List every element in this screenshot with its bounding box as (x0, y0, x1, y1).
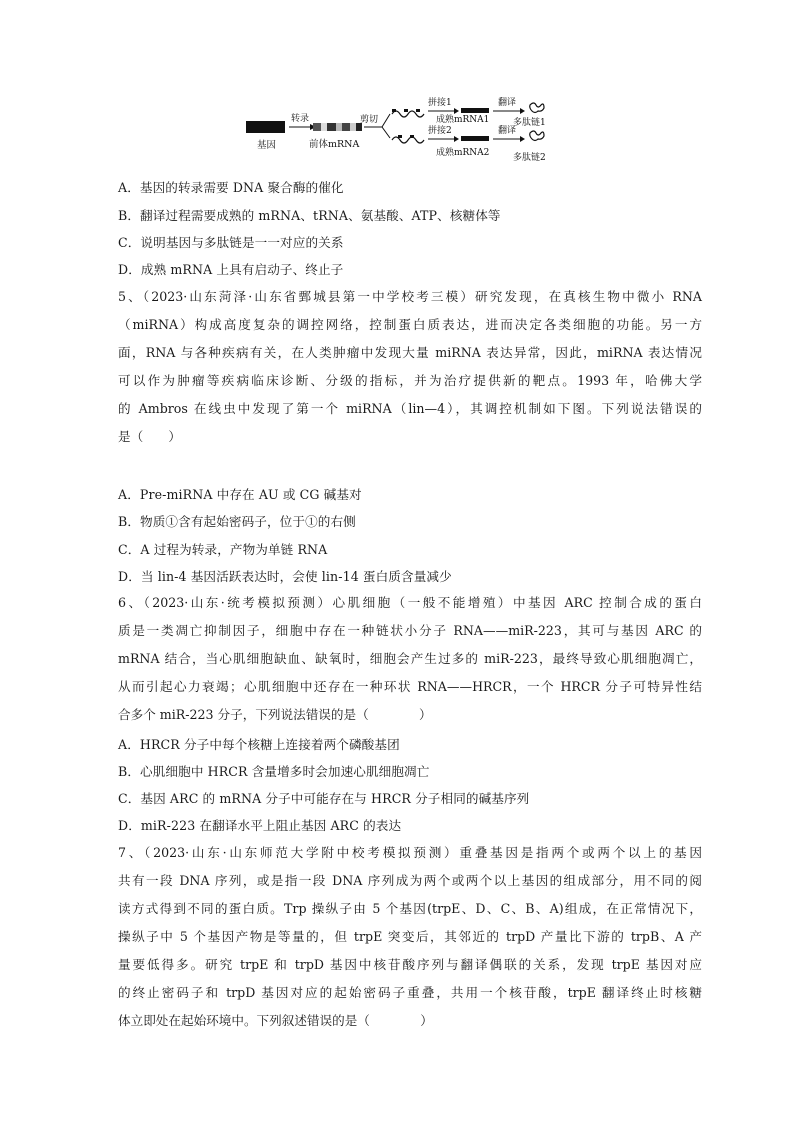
q7-stem-line: 7、（2023·山东·山东师范大学附中校考模拟预测）重叠基因是指两个或两个以上的基因 (118, 845, 702, 860)
q7-stem (118, 839, 702, 1035)
transcription-label: 转录 (291, 114, 310, 124)
q6-stem-line: 质是一类凋亡抑制因子，细胞中存在一种链状小分子 RNA——miR-223，其可与基因 ARC 的 (118, 623, 702, 638)
mature-mrna2-bar (461, 136, 489, 141)
polypeptide1-icon (530, 103, 544, 113)
polypeptide2-label: 多肽链2 (513, 153, 546, 163)
q4-option-a: A．基因的转录需要 DNA 聚合酶的催化 (118, 180, 344, 195)
lower-fragments (392, 137, 424, 143)
q5-option-d: D．当 lin-4 基因活跃表达时，会使 lin-14 蛋白质含量减少 (118, 569, 452, 584)
mature-mrna1-bar (461, 108, 489, 113)
q5-stem-line: 是（ ） (118, 429, 181, 444)
q5-stem-line: 5、（2023·山东菏泽·山东省鄄城县第一中学校考三模）研究发现，在真核生物中微小 RNA (118, 289, 702, 304)
q4-option-c: C．说明基因与多肽链是一一对应的关系 (118, 235, 344, 250)
gene-block (246, 121, 285, 133)
q7-stem-line: 读方式得到不同的蛋白质。Trp 操纵子由 5 个基因(trpE、D、C、B、A)组成，在正常情况下， (118, 901, 702, 916)
q6-option-c: C．基因 ARC 的 mRNA 分子中可能存在与 HRCR 分子相同的碱基序列 (118, 791, 530, 806)
q6-option-b: B．心肌细胞中 HRCR 含量增多时会加速心肌细胞凋亡 (118, 764, 430, 779)
q5-stem-line: 的 Ambros 在线虫中发现了第一个 miRNA（lin—4），其调控机制如下图。下列说法错误的 (118, 401, 702, 416)
mature1-label: 成熟mRNA1 (436, 115, 490, 125)
q7-stem-line: 量要低得多。研究 trpE 和 trpD 基因中核苷酸序列与翻译偶联的关系，发现 trpE 基因对应 (118, 957, 702, 972)
lower-branch (382, 127, 390, 138)
q5-option-c: C．A 过程为转录，产物为单链 RNA (118, 542, 328, 557)
q7-stem-line: 操纵子中 5 个基因产物是等量的，但 trpE 突变后，其邻近的 trpD 产量比下游的 trpB、A 产 (118, 929, 702, 944)
polypeptide1-label: 多肽链1 (513, 118, 546, 128)
q5-option-a: A．Pre-miRNA 中存在 AU 或 CG 碱基对 (118, 487, 362, 502)
q6-stem (118, 589, 702, 729)
splice1-label: 拼接1 (428, 98, 452, 108)
q6-option-a: A．HRCR 分子中每个核糖上连接着两个磷酸基团 (118, 737, 400, 752)
q7-stem-line: 体立即处在起始环境中。下列叙述错误的是（ ） (118, 1013, 433, 1028)
gene-expression-diagram (240, 92, 570, 166)
q6-stem-line: 从而引起心力衰竭；心肌细胞中还存在一种环状 RNA——HRCR，一个 HRCR 分子可特异性结 (118, 679, 702, 694)
q4-option-b: B．翻译过程需要成熟的 mRNA、tRNA、氨基酸、ATP、核糖体等 (118, 208, 501, 223)
mature2-label: 成熟mRNA2 (436, 148, 490, 158)
pre-mrna-bar (313, 123, 362, 131)
translate1-label: 翻译 (498, 98, 517, 108)
q6-stem-line: 6、（2023·山东·统考模拟预测）心肌细胞（一般不能增殖）中基因 ARC 控制合成的蛋白 (118, 595, 702, 610)
pre-mrna-label: 前体mRNA (309, 139, 360, 150)
splice2-label: 拼接2 (428, 126, 452, 136)
q4-option-d: D．成熟 mRNA 上具有启动子、终止子 (118, 262, 344, 277)
q5-stem-line: 面，RNA 与各种疾病有关，在人类肿瘤中发现大量 miRNA 表达异常，因此，miRNA 表达情况 (118, 345, 702, 360)
polypeptide2-icon (530, 131, 544, 141)
translate2-label: 翻译 (498, 126, 517, 136)
q6-stem-line: 合多个 miR-223 分子，下列说法错误的是（ ） (118, 707, 432, 722)
q5-option-b: B．物质①含有起始密码子，位于①的右侧 (118, 514, 356, 529)
q5-stem-line: （miRNA）构成高度复杂的调控网络，控制蛋白质表达，进而决定各类细胞的功能。另一方 (118, 317, 702, 332)
q7-stem-line: 共有一段 DNA 序列，或是指一段 DNA 序列成为两个或两个以上基因的组成部分，用不同的阅 (118, 873, 702, 888)
q6-stem-line: mRNA 结合，当心肌细胞缺血、缺氧时，细胞会产生过多的 miR-223，最终导致心肌细胞凋亡， (118, 651, 702, 666)
q5-stem-line: 可以作为肿瘤等疾病临床诊断、分级的指标，并为治疗提供新的靶点。1993 年，哈佛大学 (118, 373, 702, 388)
q7-stem-line: 的终止密码子和 trpD 基因对应的起始密码子重叠，共用一个核苷酸，trpE 翻译终止时核糖 (118, 985, 702, 1000)
q6-option-d: D．miR-223 在翻译水平上阻止基因 ARC 的表达 (118, 818, 402, 833)
q5-stem (118, 283, 702, 451)
cut-label: 剪切 (360, 115, 379, 125)
upper-branch (382, 114, 390, 127)
gene-label: 基因 (257, 140, 277, 151)
